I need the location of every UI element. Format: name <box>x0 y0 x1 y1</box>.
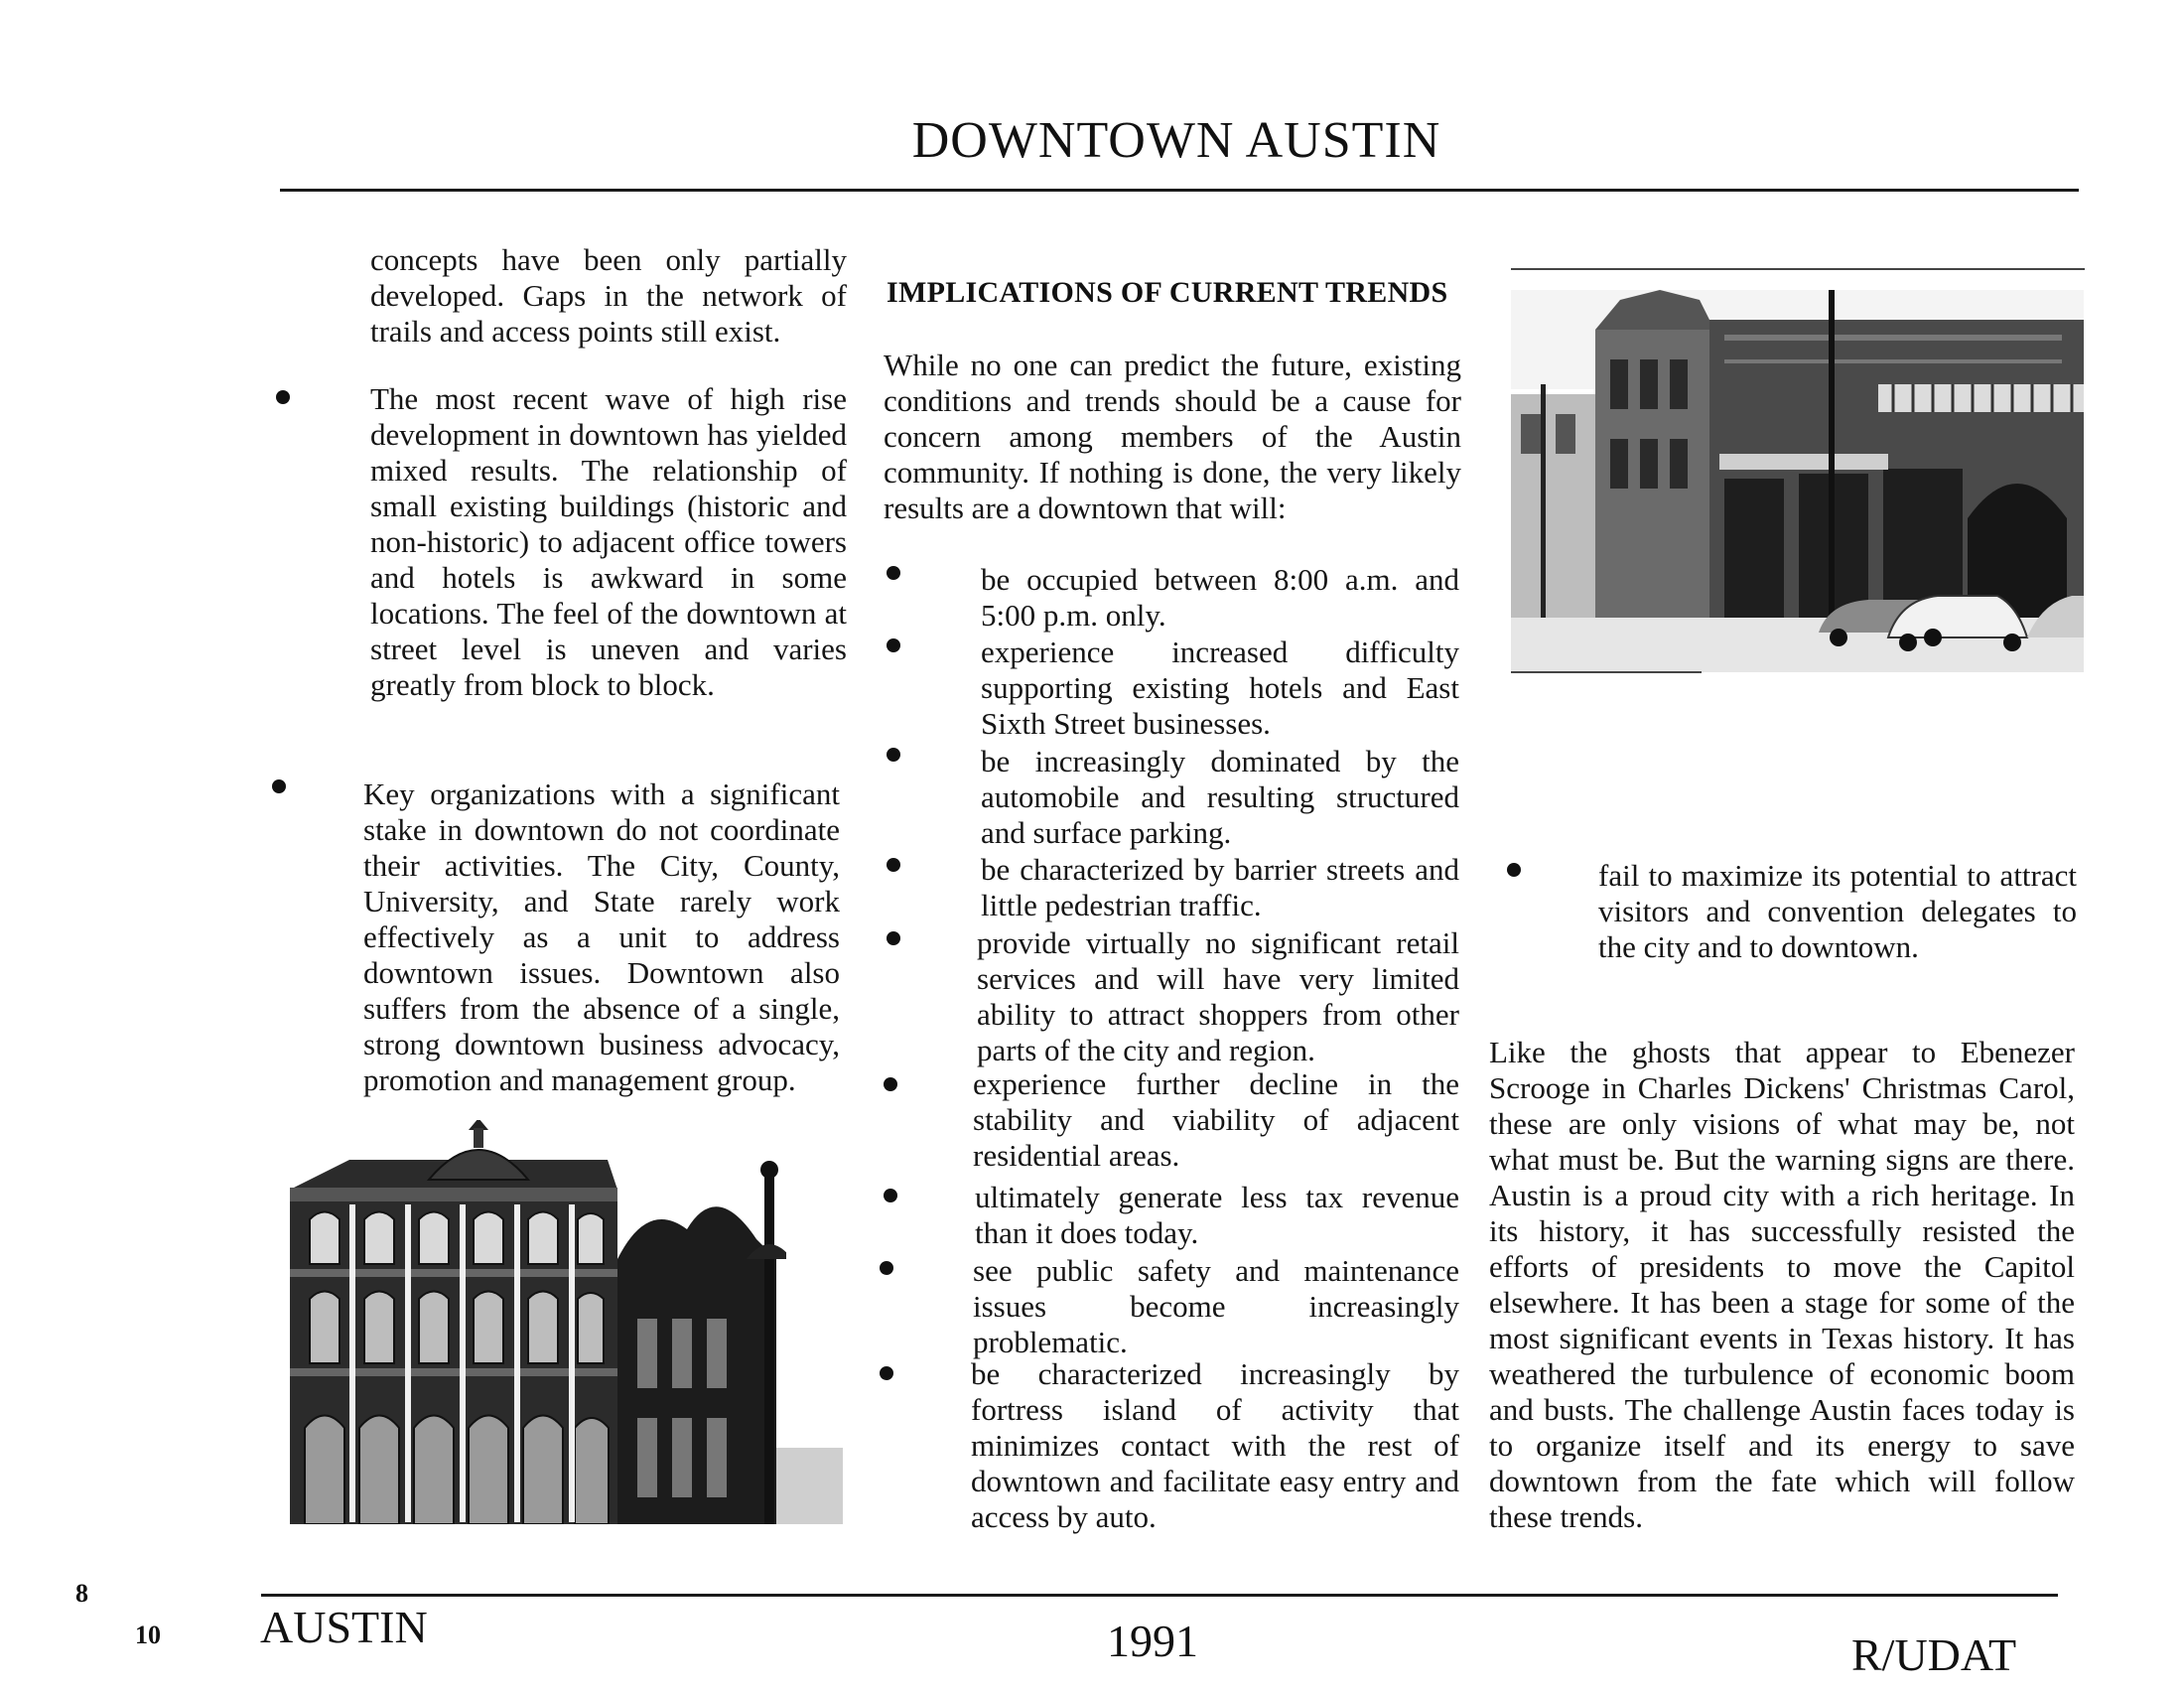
photo-top-rule <box>1511 268 2085 270</box>
bullet-dot <box>887 638 900 652</box>
header-rule <box>280 189 2079 192</box>
bullet-dot <box>1507 863 1521 877</box>
bullet-dot <box>880 1261 893 1275</box>
bullet-dot <box>887 748 900 762</box>
street-scene-photo <box>1511 290 2084 672</box>
middle-bullet-5: provide virtually no significant retail services and will have very limited ability to attract shoppers from other parts of the city and region. <box>977 925 1459 1067</box>
photo-bottom-rule <box>1511 671 1702 673</box>
bullet-dot <box>276 390 290 404</box>
historic-building-photo <box>280 1120 843 1524</box>
middle-bullet-8: see public safety and maintenance issues become increasingly problematic. <box>973 1253 1459 1359</box>
footer-year: 1991 <box>1107 1616 1198 1666</box>
section-heading: IMPLICATIONS OF CURRENT TRENDS <box>887 276 1448 309</box>
bullet-dot <box>887 566 900 580</box>
margin-mark: 8 <box>75 1579 88 1608</box>
middle-intro-paragraph: While no one can predict the future, existing conditions and trends should be a cause for concern among members of the Austin community. If nothing is done, the very likely results are a downtown that will: <box>884 348 1461 525</box>
footer-city: AUSTIN <box>260 1602 428 1652</box>
middle-bullet-4: be characterized by barrier streets and little pedestrian traffic. <box>981 852 1459 922</box>
left-bullet-2: Key organizations with a significant stake in downtown do not coordinate their activities. The City, County, University, and State rarely work effectively as a unit to address downtown issues. Downtown also suffers from the absence of a single, strong downtown business advocacy, promotion and management group. <box>363 776 840 1097</box>
bullet-dot <box>884 1077 897 1091</box>
bullet-dot <box>887 858 900 872</box>
page-title: DOWNTOWN AUSTIN <box>911 112 1441 169</box>
footer-publisher: R/UDAT <box>1851 1629 2017 1680</box>
bullet-dot <box>272 779 286 793</box>
page-number: 10 <box>135 1621 161 1649</box>
middle-bullet-3: be increasingly dominated by the automobile and resulting structured and surface parking. <box>981 744 1459 850</box>
left-bullet-1: The most recent wave of high rise development in downtown has yielded mixed results. The relationship of small existing buildings (historic and non-historic) to adjacent office towers and hotels is awkward in some locations. The feel of the downtown at street level is uneven and varies greatly from block to block. <box>370 381 847 702</box>
middle-bullet-7: ultimately generate less tax revenue than it does today. <box>975 1180 1459 1250</box>
middle-bullet-9: be characterized increasingly by fortress island of activity that minimizes contact with the rest of downtown and facilitate easy entry and access by auto. <box>971 1356 1459 1534</box>
middle-bullet-1: be occupied between 8:00 a.m. and 5:00 p.m. only. <box>981 562 1459 633</box>
right-bullet-1: fail to maximize its potential to attract visitors and convention delegates to the city and to downtown. <box>1598 858 2077 964</box>
bullet-dot <box>884 1189 897 1202</box>
right-closing-paragraph: Like the ghosts that appear to Ebenezer Scrooge in Charles Dickens' Christmas Carol, these are only visions of what may be, not what must be. But the warning signs are there. Austin is a proud city with a rich heritage. In its history, it has successfully resisted the efforts of presidents to move the Capitol elsewhere. It has been a stage for some of the most significant events in Texas history. It has weathered the turbulence of economic boom and busts. The challenge Austin faces today is to organize itself and its energy to save downtown from the fate which will follow these trends. <box>1489 1035 2075 1534</box>
middle-bullet-2: experience increased difficulty supporting existing hotels and East Sixth Street businesses. <box>981 634 1459 741</box>
left-intro-paragraph: concepts have been only partially developed. Gaps in the network of trails and access points still exist. <box>370 242 847 349</box>
middle-bullet-6: experience further decline in the stability and viability of adjacent residential areas. <box>973 1066 1459 1173</box>
footer-rule <box>261 1594 2058 1597</box>
bullet-dot <box>880 1366 893 1380</box>
bullet-dot <box>887 931 900 945</box>
